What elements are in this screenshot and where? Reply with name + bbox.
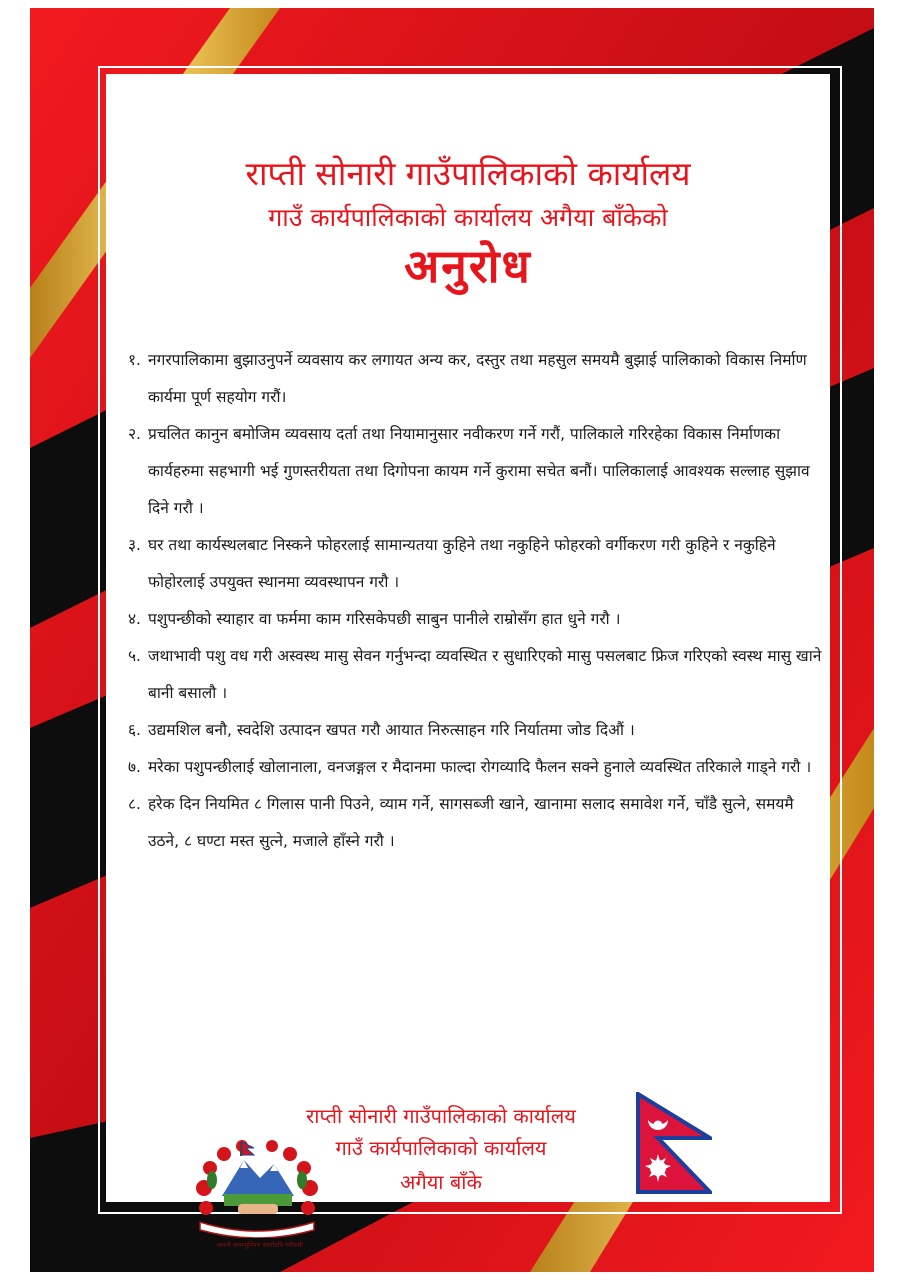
list-item	[128, 786, 822, 860]
office-subheading: गाउँ कार्यपालिकाको कार्यालय अगैया बाँकेको	[268, 203, 668, 232]
nepal-flag-icon	[636, 1092, 712, 1196]
footer-office-name: राप्ती सोनारी गाउँपालिकाको कार्यालय	[306, 1104, 576, 1128]
item-text: हरेक दिन नियमित ८ गिलास पानी पिउने, व्याम गर्ने, सागसब्जी खाने, खानामा सलाद समावेश गर्ने, चाँडै सुत्ने, समयमै उठने, ८ घण्टा मस्त सुत्ने, मजाले हाँस्ने गरौ ।	[148, 795, 794, 850]
item-text: जथाभावी पशु वध गरी अस्वस्थ मासु सेवन गर्नुभन्दा व्यवस्थित र सुधारिएको मासु पसलबाट फ्रिज गरिएको स्वस्थ मासु खाने बानी बसालौ ।	[148, 647, 822, 702]
list-item	[128, 749, 822, 786]
list-item	[128, 712, 822, 749]
item-text: मरेका पशुपन्छीलाई खोलानाला, वनजङ्गल र मैदानमा फाल्दा रोगव्यादि फैलन सक्ने हुनाले व्यवस्थित तरिकाले गाड्ने गरौ ।	[148, 758, 812, 776]
page-title: अनुरोध	[404, 239, 532, 293]
list-item	[128, 342, 822, 416]
item-text: उद्यमशिल बनौ, स्वदेशि उत्पादन खपत गरौ आयात निरुत्साहन गरि निर्यातमा जोड दिऔं ।	[148, 721, 635, 739]
list-item	[128, 527, 822, 601]
poster	[30, 8, 874, 1272]
list-item	[128, 638, 822, 712]
footer-office-sub: गाउँ कार्यपालिकाको कार्यालय	[335, 1136, 547, 1160]
item-number: ७.	[128, 758, 141, 776]
item-text: घर तथा कार्यस्थलबाट निस्कने फोहरलाई सामान्यतया कुहिने तथा नकुहिने फोहरको वर्गीकरण गरी कुहिने र नकुहिने फोहोरलाई उपयुक्त स्थानमा व्यवस्थापन गरौ ।	[148, 536, 776, 591]
item-number: ५.	[128, 647, 141, 665]
request-list	[128, 342, 822, 860]
item-text: पशुपन्छीको स्याहार वा फर्ममा काम गरिसकेपछी साबुन पानीले राम्रोसँग हात धुने गरौ ।	[148, 610, 621, 628]
list-item	[128, 416, 822, 527]
item-number: ८.	[128, 795, 141, 813]
item-number: ३.	[128, 536, 141, 554]
item-text: प्रचलित कानुन बमोजिम व्यवसाय दर्ता तथा नियामानुसार नवीकरण गर्ने गरौं, पालिकाले गरिरहेका विकास निर्माणका कार्यहरुमा सहभागी भई गुणस्तरीयता तथा दिगोपना कायम गर्ने कुरामा सचेत बनौं। पालिकालाई आवश्यक सल्लाह सुझाव दिने गरौ ।	[148, 425, 810, 517]
motto-scroll	[200, 1222, 314, 1238]
content-panel	[106, 74, 830, 1249]
footer-location: अगैया बाँके	[400, 1170, 482, 1194]
list-item	[128, 601, 822, 638]
emblem-motto: जननी जन्मभूमिश्च स्वर्गादपि गरीयसी	[217, 1241, 303, 1249]
office-name-heading: राप्ती सोनारी गाउँपालिकाको कार्यालय	[245, 154, 691, 193]
item-text: नगरपालिकामा बुझाउनुपर्ने व्यवसाय कर लगायत अन्य कर, दस्तुर तथा महसुल समयमै बुझाई पालिकाको विकास निर्माण कार्यमा पूर्ण सहयोग गरौं।	[148, 351, 807, 406]
item-number: ४.	[128, 610, 141, 628]
item-number: १.	[128, 351, 141, 369]
flag-body	[638, 1094, 710, 1192]
item-number: २.	[128, 425, 141, 443]
item-number: ६.	[128, 721, 141, 739]
